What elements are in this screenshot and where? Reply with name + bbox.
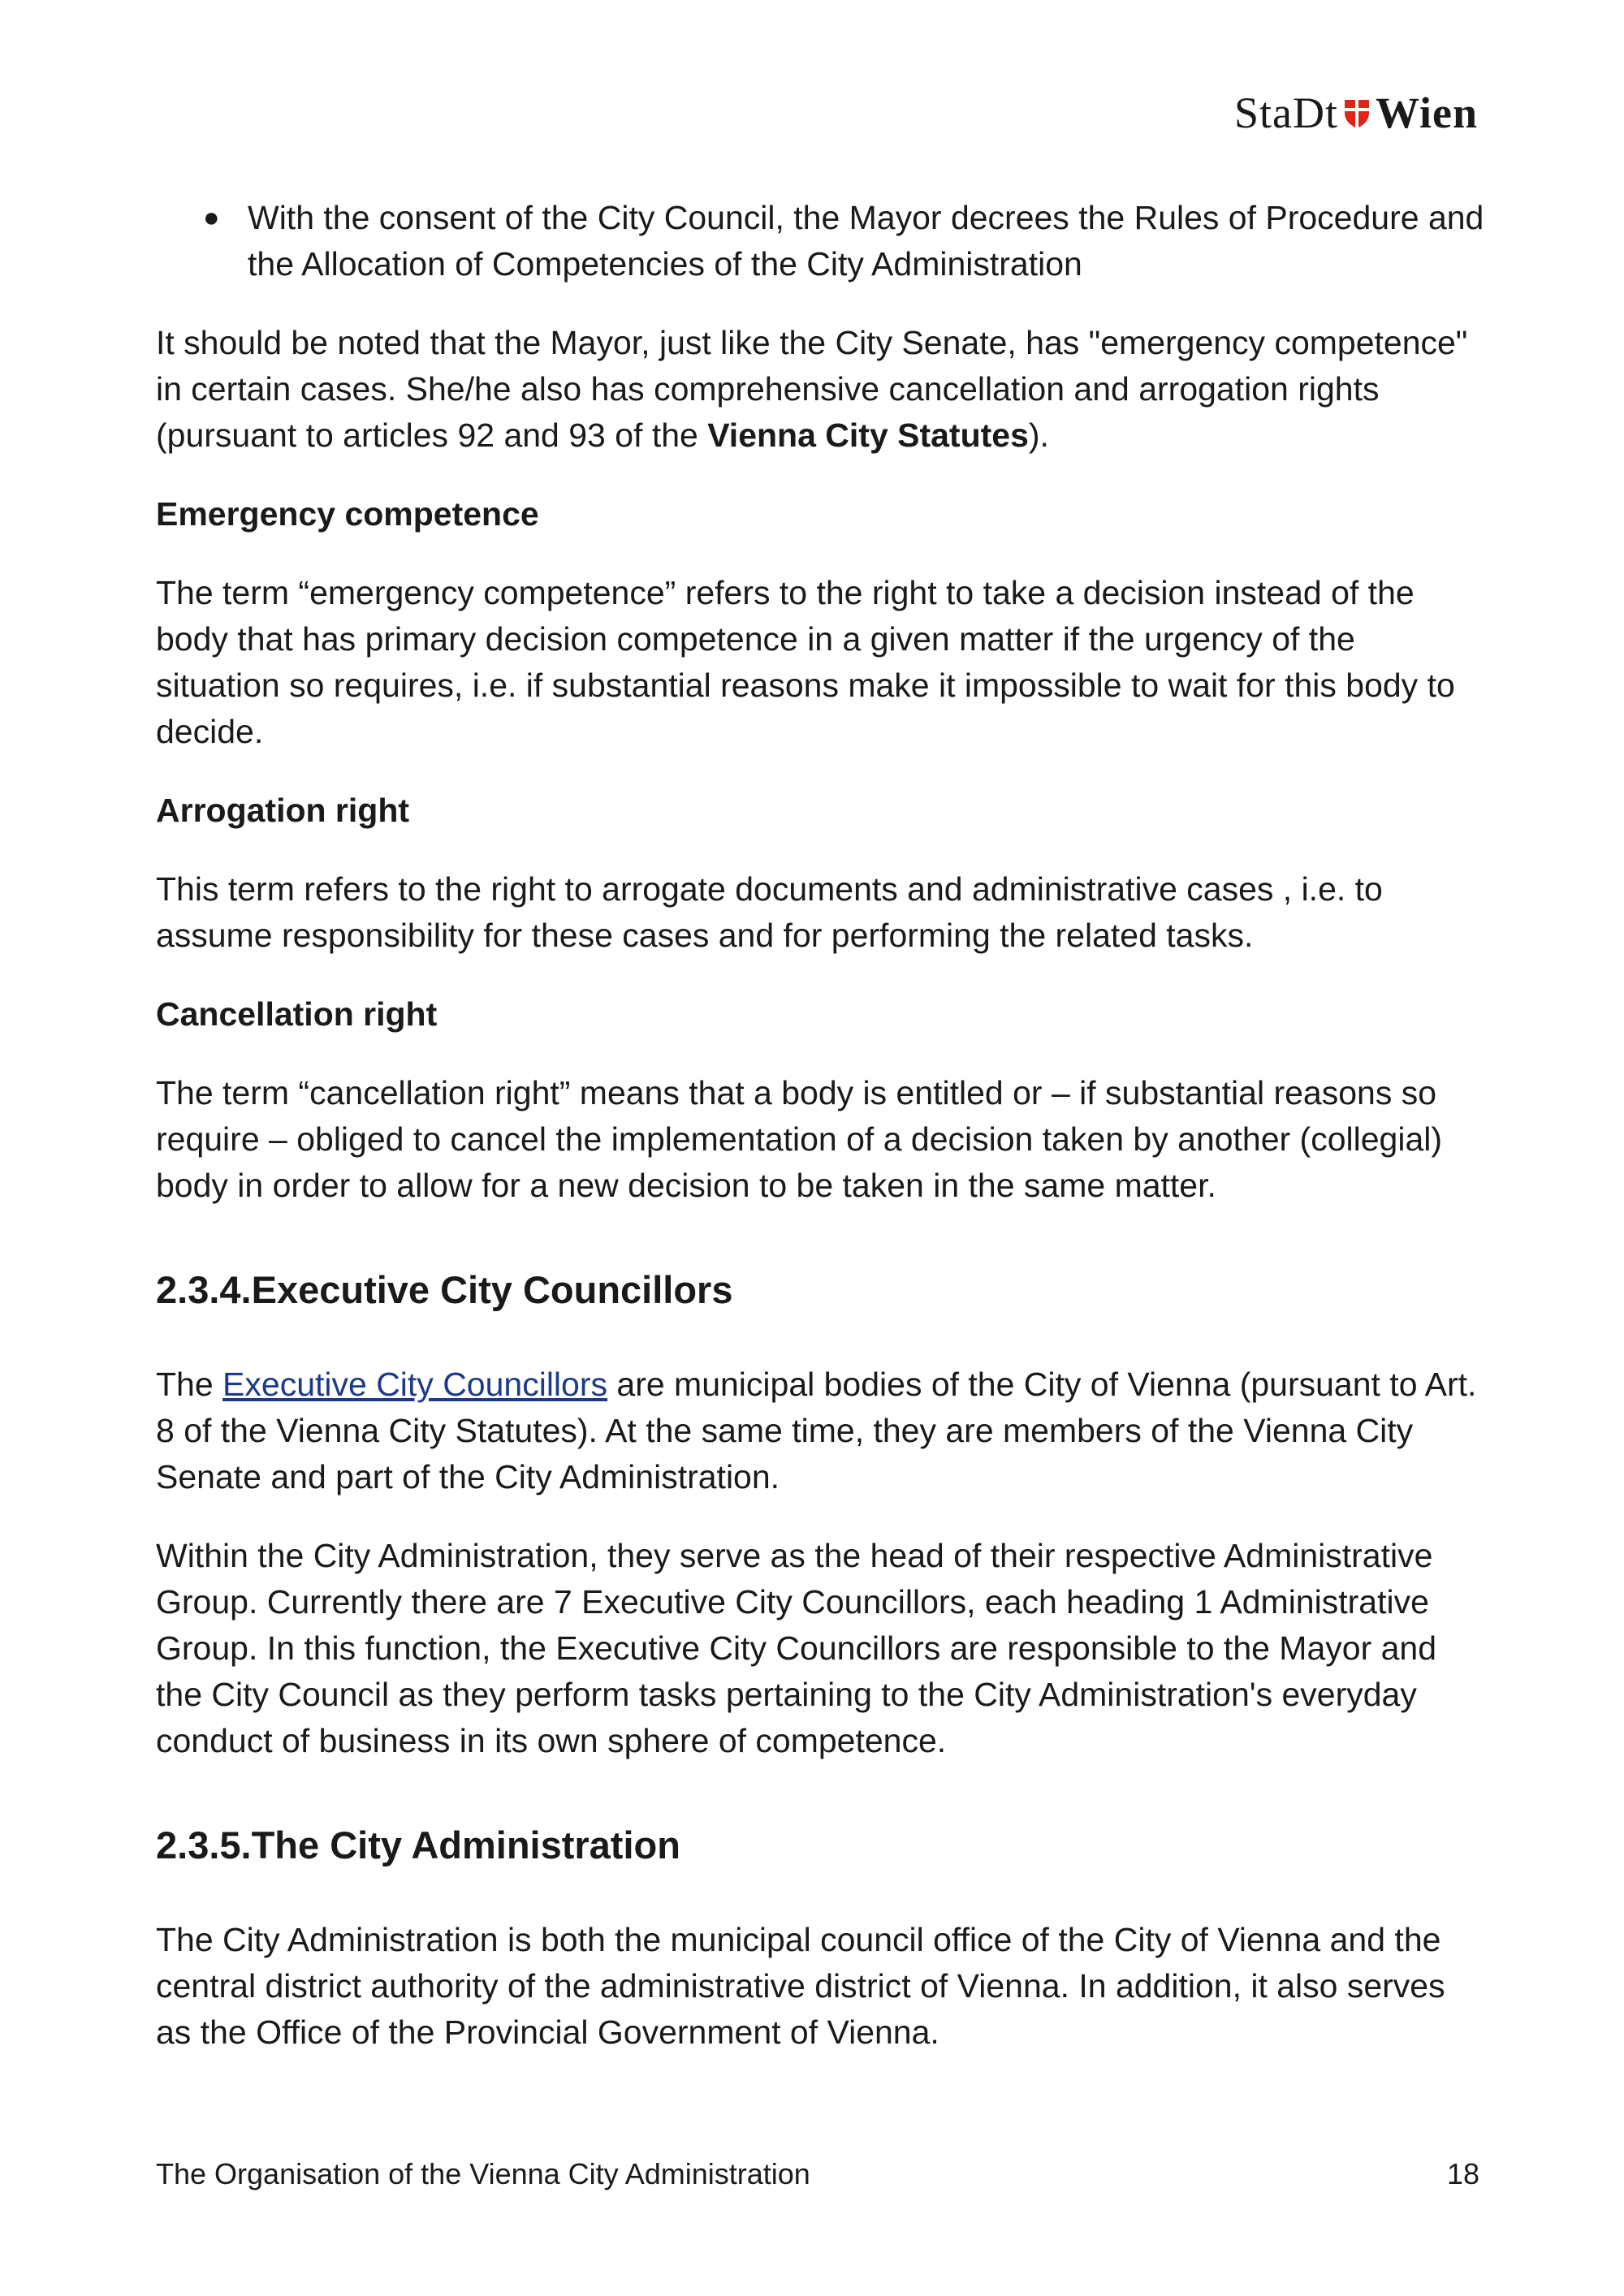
page-number: 18 [1446,2157,1479,2190]
executive-city-councillors-link[interactable]: Executive City Councillors [222,1366,607,1403]
emergency-competence-text: The term “emergency competence” refers to the right to take a decision instead of the body that has primary decision competence in a given matter if the urgency of the situation so requires, i.e. if substantial reasons make it impossible to wait for this body to decide. [156,574,1455,750]
emergency-competence-heading: Emergency competence [156,495,539,533]
executive-councillors-paragraph-2: Within the City Administration, they serve as the head of their respective Administrative Group. Currently there are 7 Executive City Councillors, each heading 1 Administrative Group. In this function, the Executive City Councillors are responsible to the Mayor and the City Council as they perform tasks pertaining to the City Administration's everyday conduct of business in its own sphere of competence. [156,1537,1437,1759]
logo-text-stadt: StaDt [1233,88,1338,137]
p1-text-start: The [156,1366,223,1403]
page-footer [156,2155,1479,2194]
p1-text-end: are municipal bodies of the City of Vienna (pursuant to Art. 8 of the Vienna City Statutes). At the same time, they are members of the Vienna City Senate and part of the City Administration. [156,1366,1477,1495]
page-content [156,195,1488,2088]
city-administration-paragraph: The City Administration is both the municipal council office of the City of Vienna and the central district authority of the administrative district of Vienna. In addition, it also serves as the Office of the Provincial Government of Vienna. [156,1921,1445,2051]
vienna-crest-icon [1343,97,1371,129]
cancellation-right-heading: Cancellation right [156,995,438,1033]
section-heading-executive-city-councillors: 2.3.4.Executive City Councillors [156,1268,733,1311]
section-heading-city-administration: 2.3.5.The City Administration [156,1823,680,1867]
para1-text-end: ). [1028,416,1049,454]
executive-councillors-paragraph-1 [156,1362,1488,1500]
vienna-city-statutes-bold: Vienna City Statutes [707,416,1029,454]
arrogation-right-text: This term refers to the right to arrogate documents and administrative cases , i.e. to assume responsibility for these cases and for performing the related tasks. [156,870,1383,954]
footer-document-title: The Organisation of the Vienna City Administration [156,2157,810,2190]
para1-text: It should be noted that the Mayor, just like the City Senate, has "emergency competence" in certain cases. She/he also has comprehensive cancellation and arrogation rights (pursuant to articles 92 and 93 of the [156,324,1468,454]
stadt-wien-logo [1234,88,1478,138]
arrogation-right-heading: Arrogation right [156,792,410,829]
bullet-dot-icon: ● [203,202,220,233]
cancellation-right-text: The term “cancellation right” means that a body is entitled or – if substantial reasons so require – obliged to cancel the implementation of a decision taken by another (collegial) body in order to allow for a new decision to be taken in the same matter. [156,1074,1443,1204]
bullet-text: With the consent of the City Council, the Mayor decrees the Rules of Procedure and the Allocation of Competencies of the City Administration [248,199,1484,283]
bullet-item [203,195,1488,287]
mayor-competence-paragraph [156,320,1488,459]
logo-text-wien: Wien [1375,88,1478,137]
